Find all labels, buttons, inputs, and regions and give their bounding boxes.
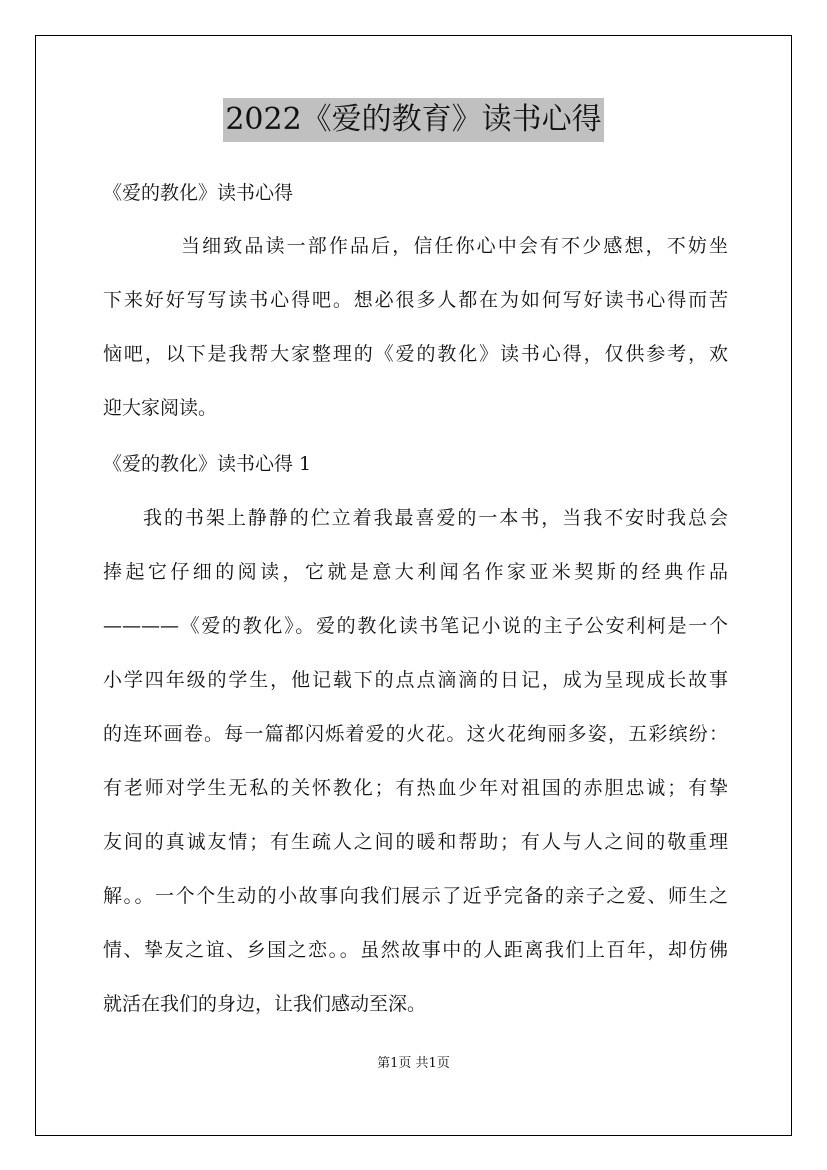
paragraph-line: 捧起它仔细的阅读，它就是意大利闻名作家亚米契斯的经典作品 <box>103 561 728 583</box>
paragraph-line: 解。。一个个生动的小故事向我们展示了近乎完备的亲子之爱、师生之 <box>103 885 728 907</box>
paragraph-line: 小学四年级的学生，他记载下的点点滴滴的日记，成为呈现成长故事 <box>103 669 728 691</box>
paragraph-line: 就活在我们的身边，让我们感动至深。 <box>103 993 427 1015</box>
paragraph-line: 下来好好写写读书心得吧。想必很多人都在为如何写好读书心得而苦 <box>103 289 728 311</box>
paragraph-line: 我的书架上静静的伫立着我最喜爱的一本书，当我不安时我总会 <box>143 507 728 529</box>
paragraph-line: ————《爱的教化》。爱的教化读书笔记小说的主子公安利柯是一个 <box>103 615 728 637</box>
paragraph-line: 恼吧，以下是我帮大家整理的《爱的教化》读书心得，仅供参考，欢 <box>103 343 728 365</box>
body-paragraph <box>103 491 728 1031</box>
paragraph-line: 迎大家阅读。 <box>103 397 218 419</box>
paragraph-line: 的连环画卷。每一篇都闪烁着爱的火花。这火花绚丽多姿，五彩缤纷： <box>103 723 728 745</box>
section-heading: 《爱的教化》读书心得 1 <box>103 453 312 475</box>
intro-paragraph <box>103 219 728 435</box>
document-title: 2022《爱的教育》读书心得 <box>223 98 603 142</box>
paragraph-line: 有老师对学生无私的关怀教化；有热血少年对祖国的赤胆忠诚；有挚 <box>103 777 728 799</box>
document-subtitle: 《爱的教化》读书心得 <box>103 182 294 204</box>
title-block <box>0 98 827 142</box>
paragraph-line: 友间的真诚友情；有生疏人之间的暖和帮助；有人与人之间的敬重理 <box>103 831 728 853</box>
page-footer: 第1页 共1页 <box>377 1056 450 1071</box>
paragraph-line: 情、挚友之谊、乡国之恋。。虽然故事中的人距离我们上百年，却仿佛 <box>103 939 728 961</box>
paragraph-line: 当细致品读一部作品后，信任你心中会有不少感想，不妨坐 <box>181 235 728 257</box>
